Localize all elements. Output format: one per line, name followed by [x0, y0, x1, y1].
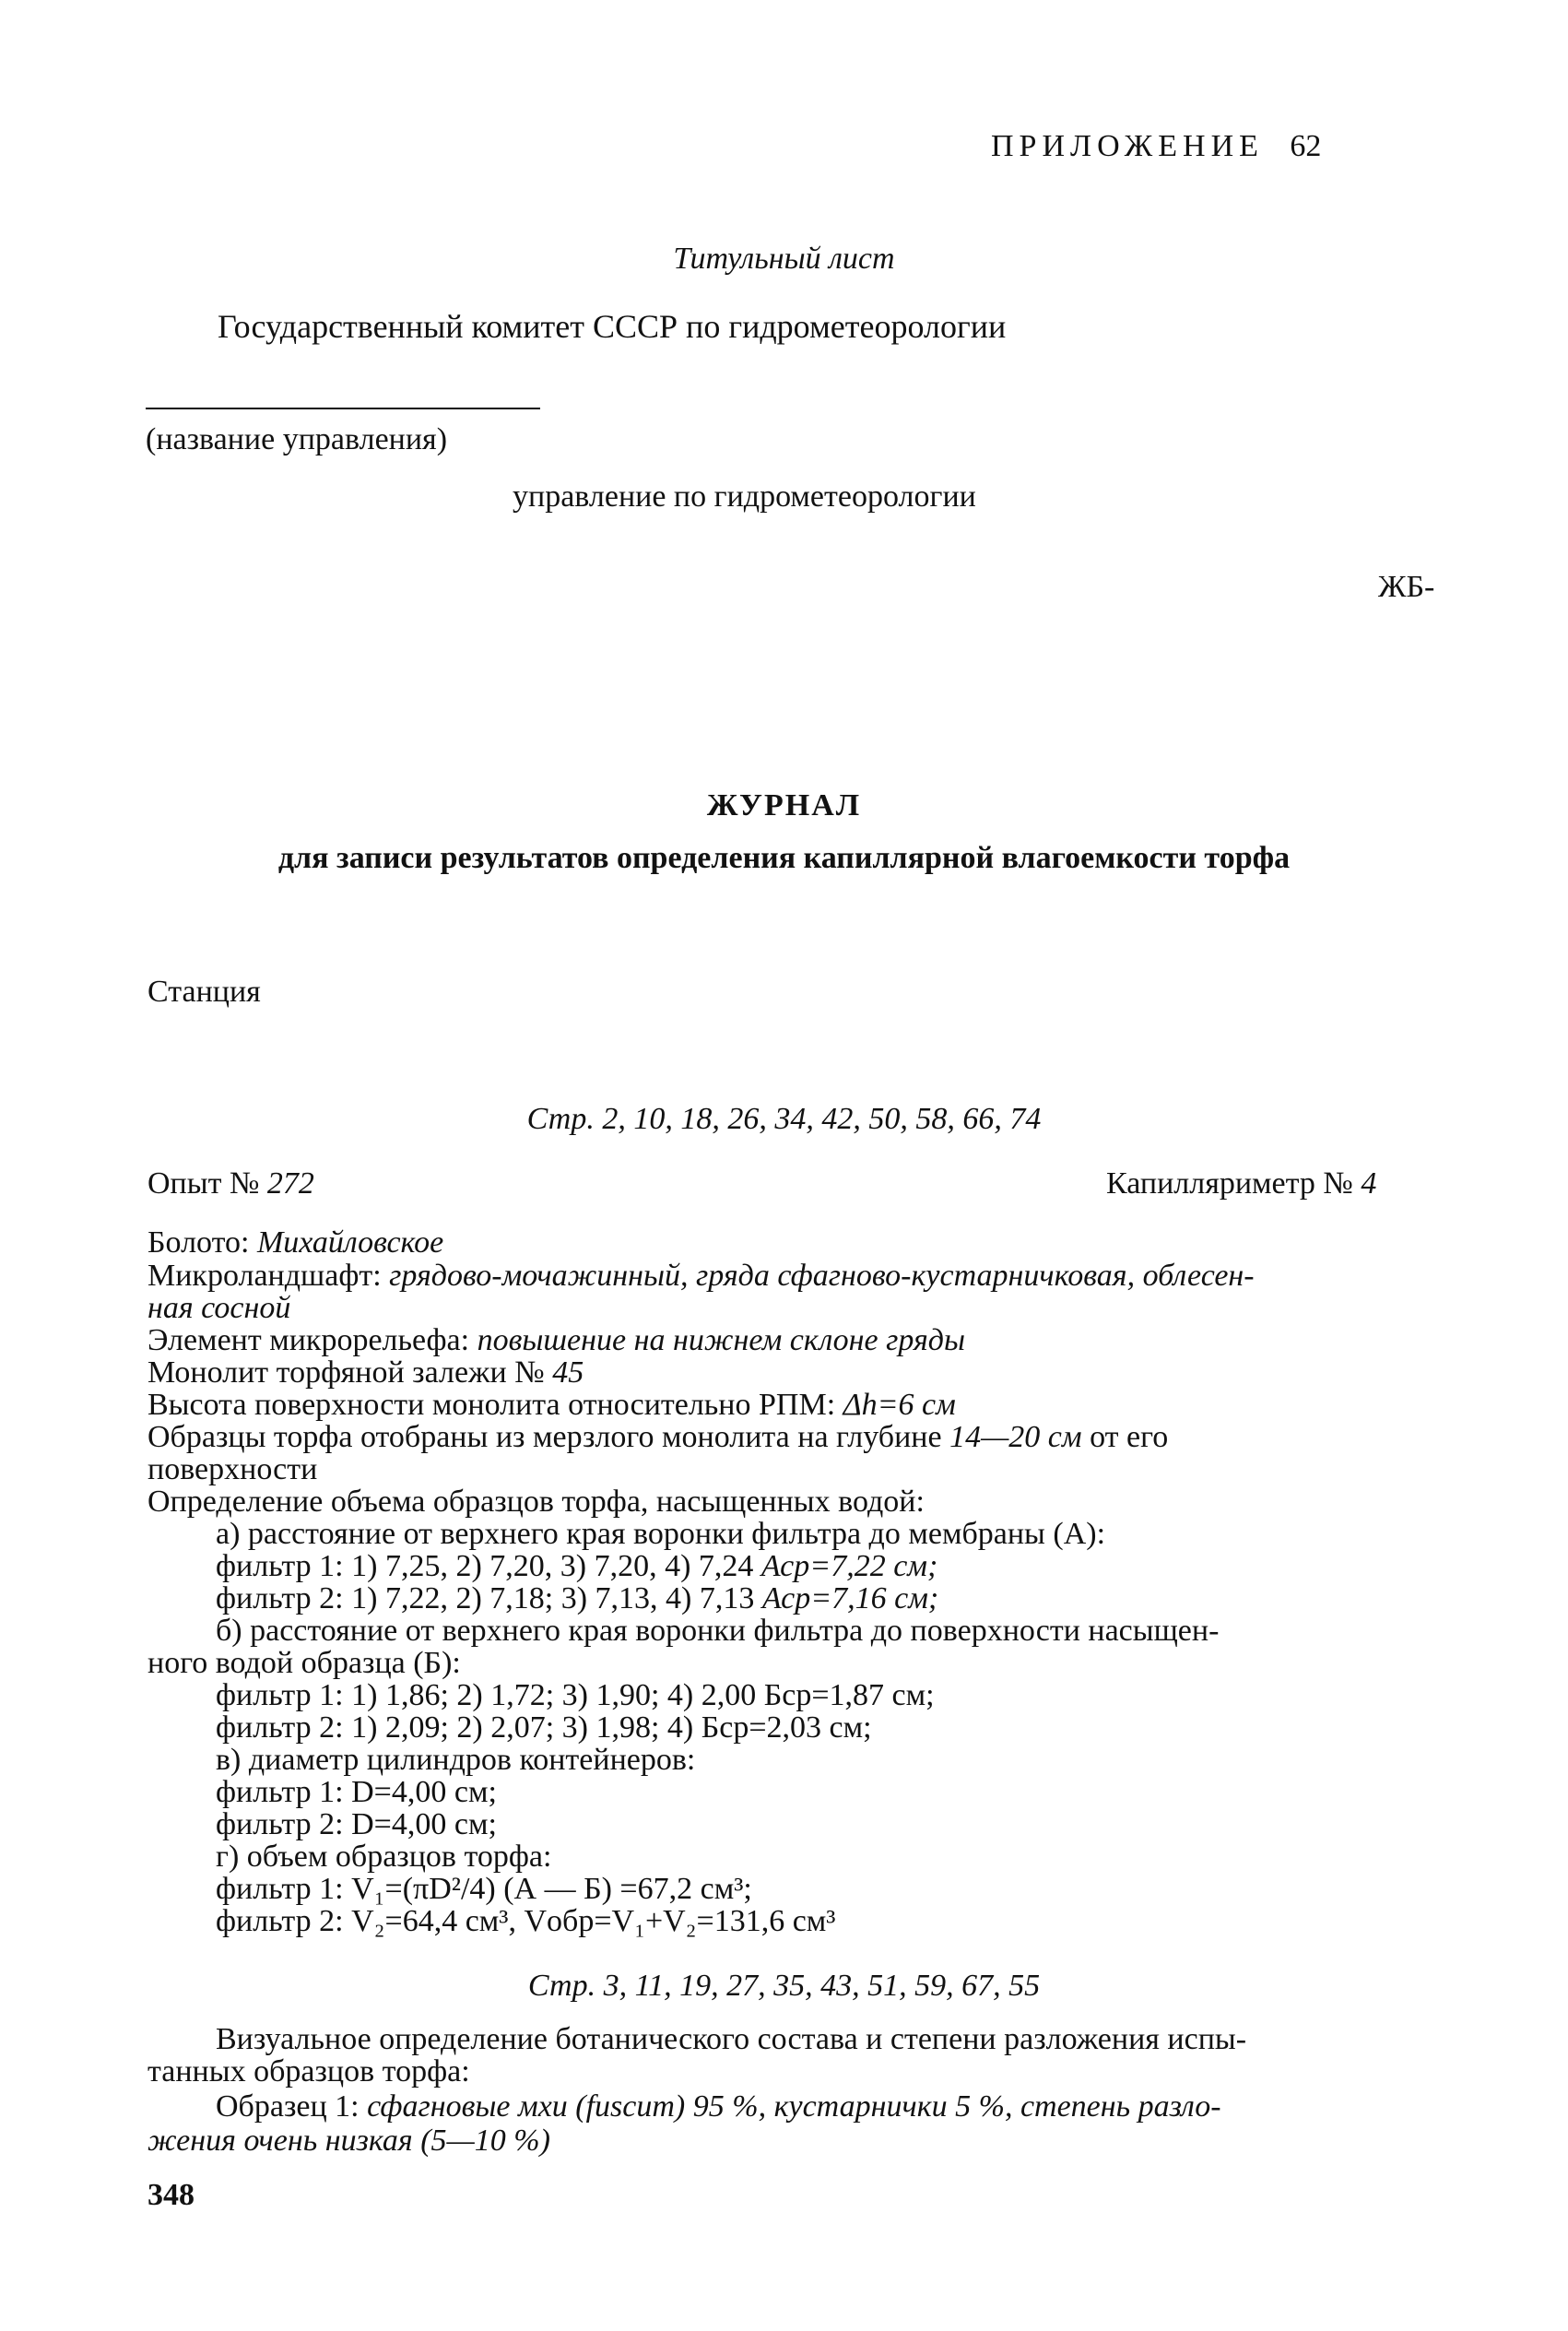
sample-1-label: Образец 1: — [216, 2089, 360, 2124]
samples-line-cont: поверхности — [147, 1452, 318, 1486]
experiment-number — [147, 1166, 314, 1201]
volume-c-filter2: фильтр 2: D=4,00 см; — [216, 1807, 497, 1841]
sample-1-value-cont: жения очень низкая (5—10 %) — [147, 2124, 550, 2158]
volume-d-heading: г) объем образцов торфа: — [216, 1840, 552, 1874]
title-sheet-caption: Титульный лист — [673, 242, 895, 276]
appendix-number: 62 — [1290, 129, 1322, 163]
bog-line — [147, 1227, 443, 1259]
page-number: 348 — [147, 2178, 195, 2212]
bog-value: Михайловское — [256, 1225, 444, 1260]
samples-depth: 14—20 см — [949, 1420, 1082, 1454]
volume-a-filter2-values: фильтр 2: 1) 7,22, 2) 7,18; 3) 7,13, 4) 7,13 — [216, 1581, 755, 1615]
volume-b-heading-cont: ного водой образца (Б): — [147, 1646, 461, 1680]
microrelief-label: Элемент микрорельефа: — [147, 1323, 470, 1357]
directorate-blank-line — [146, 408, 540, 409]
volume-heading: Определение объема образцов торфа, насыщенных водой: — [147, 1485, 925, 1519]
microlandscape-value-cont: ная сосной — [147, 1291, 291, 1325]
capillarimeter-label: Капилляриметр № — [1106, 1166, 1353, 1201]
microlandscape-value: грядово-мочажинный, гряда сфагново-кустарничковая, облесен- — [389, 1259, 1255, 1293]
pages-line-2: Стр. 3, 11, 19, 27, 35, 43, 51, 59, 67, 55 — [527, 1969, 1041, 2003]
volume-b-filter1: фильтр 1: 1) 1,86; 2) 1,72; 3) 1,90; 4) 2,00 Бср=1,87 см; — [216, 1678, 935, 1712]
sample-1-line — [216, 2091, 1221, 2123]
volume-b-heading: б) расстояние от верхнего края воронки фильтра до поверхности насыщен- — [216, 1614, 1220, 1648]
volume-a-filter2 — [216, 1583, 938, 1615]
sample-1-value: сфагновые мхи (fuscum) 95 %, кустарнички 5 %, степень разло- — [367, 2089, 1221, 2124]
directorate-label: управление по гидрометеорологии — [513, 479, 976, 514]
directorate-hint: (название управления) — [146, 422, 448, 456]
microlandscape-label: Микроландшафт: — [147, 1259, 382, 1293]
height-label: Высота поверхности монолита относительно РПМ: — [147, 1388, 836, 1422]
capillarimeter-value: 4 — [1361, 1166, 1377, 1201]
volume-c-heading: в) диаметр цилиндров контейнеров: — [216, 1743, 696, 1777]
height-line — [147, 1390, 956, 1421]
volume-a-filter1-avg: Аср=7,22 см; — [760, 1549, 938, 1583]
volume-d-filter1: фильтр 1: V₁=(πD²/4) (А — Б) =67,2 см³; — [216, 1872, 752, 1906]
station-label: Станция — [147, 975, 261, 1009]
monolith-value: 45 — [552, 1355, 584, 1390]
volume-a-heading: а) расстояние от верхнего края воронки фильтра до мембраны (А): — [216, 1517, 1106, 1551]
volume-d-filter2: фильтр 2: V₂=64,4 см³, Vобр=V₁+V₂=131,6 см³ — [216, 1904, 836, 1938]
monolith-label: Монолит торфяной залежи № — [147, 1355, 545, 1390]
experiment-value: 272 — [266, 1166, 314, 1201]
microlandscape-line — [147, 1260, 1255, 1292]
capillarimeter-number — [1106, 1166, 1376, 1201]
journal-title: ЖУРНАЛ — [706, 788, 862, 822]
samples-text-end: от его — [1090, 1420, 1169, 1454]
volume-a-filter1-values: фильтр 1: 1) 7,25, 2) 7,20, 3) 7,20, 4) 7,24 — [216, 1549, 754, 1583]
volume-b-filter2: фильтр 2: 1) 2,09; 2) 2,07; 3) 1,98; 4) Бср=2,03 см; — [216, 1710, 872, 1745]
pages-line-1: Стр. 2, 10, 18, 26, 34, 42, 50, 58, 66, 74 — [526, 1102, 1042, 1136]
appendix-label: ПРИЛОЖЕНИЕ — [991, 129, 1264, 163]
journal-subtitle: для записи результатов определения капиллярной влагоемкости торфа — [277, 841, 1291, 875]
samples-line — [147, 1422, 1168, 1453]
volume-a-filter1 — [216, 1551, 937, 1582]
journal-code: ЖБ- — [1378, 570, 1435, 604]
visual-line-2: танных образцов торфа: — [147, 2054, 470, 2088]
experiment-label: Опыт № — [147, 1166, 260, 1201]
height-value: Δh=6 см — [843, 1388, 956, 1422]
microrelief-line — [147, 1325, 965, 1356]
appendix-heading — [991, 129, 1321, 164]
monolith-line — [147, 1357, 584, 1389]
bog-label: Болото: — [147, 1225, 250, 1260]
visual-line-1: Визуальное определение ботанического состава и степени разложения испы- — [216, 2022, 1247, 2056]
committee-name: Государственный комитет СССР по гидрометеорологии — [218, 308, 1007, 345]
samples-text: Образцы торфа отобраны из мерзлого монолита на глубине — [147, 1420, 942, 1454]
microrelief-value: повышение на нижнем склоне гряды — [477, 1323, 965, 1357]
volume-a-filter2-avg: Аср=7,16 см; — [761, 1581, 939, 1615]
volume-c-filter1: фильтр 1: D=4,00 см; — [216, 1775, 497, 1809]
